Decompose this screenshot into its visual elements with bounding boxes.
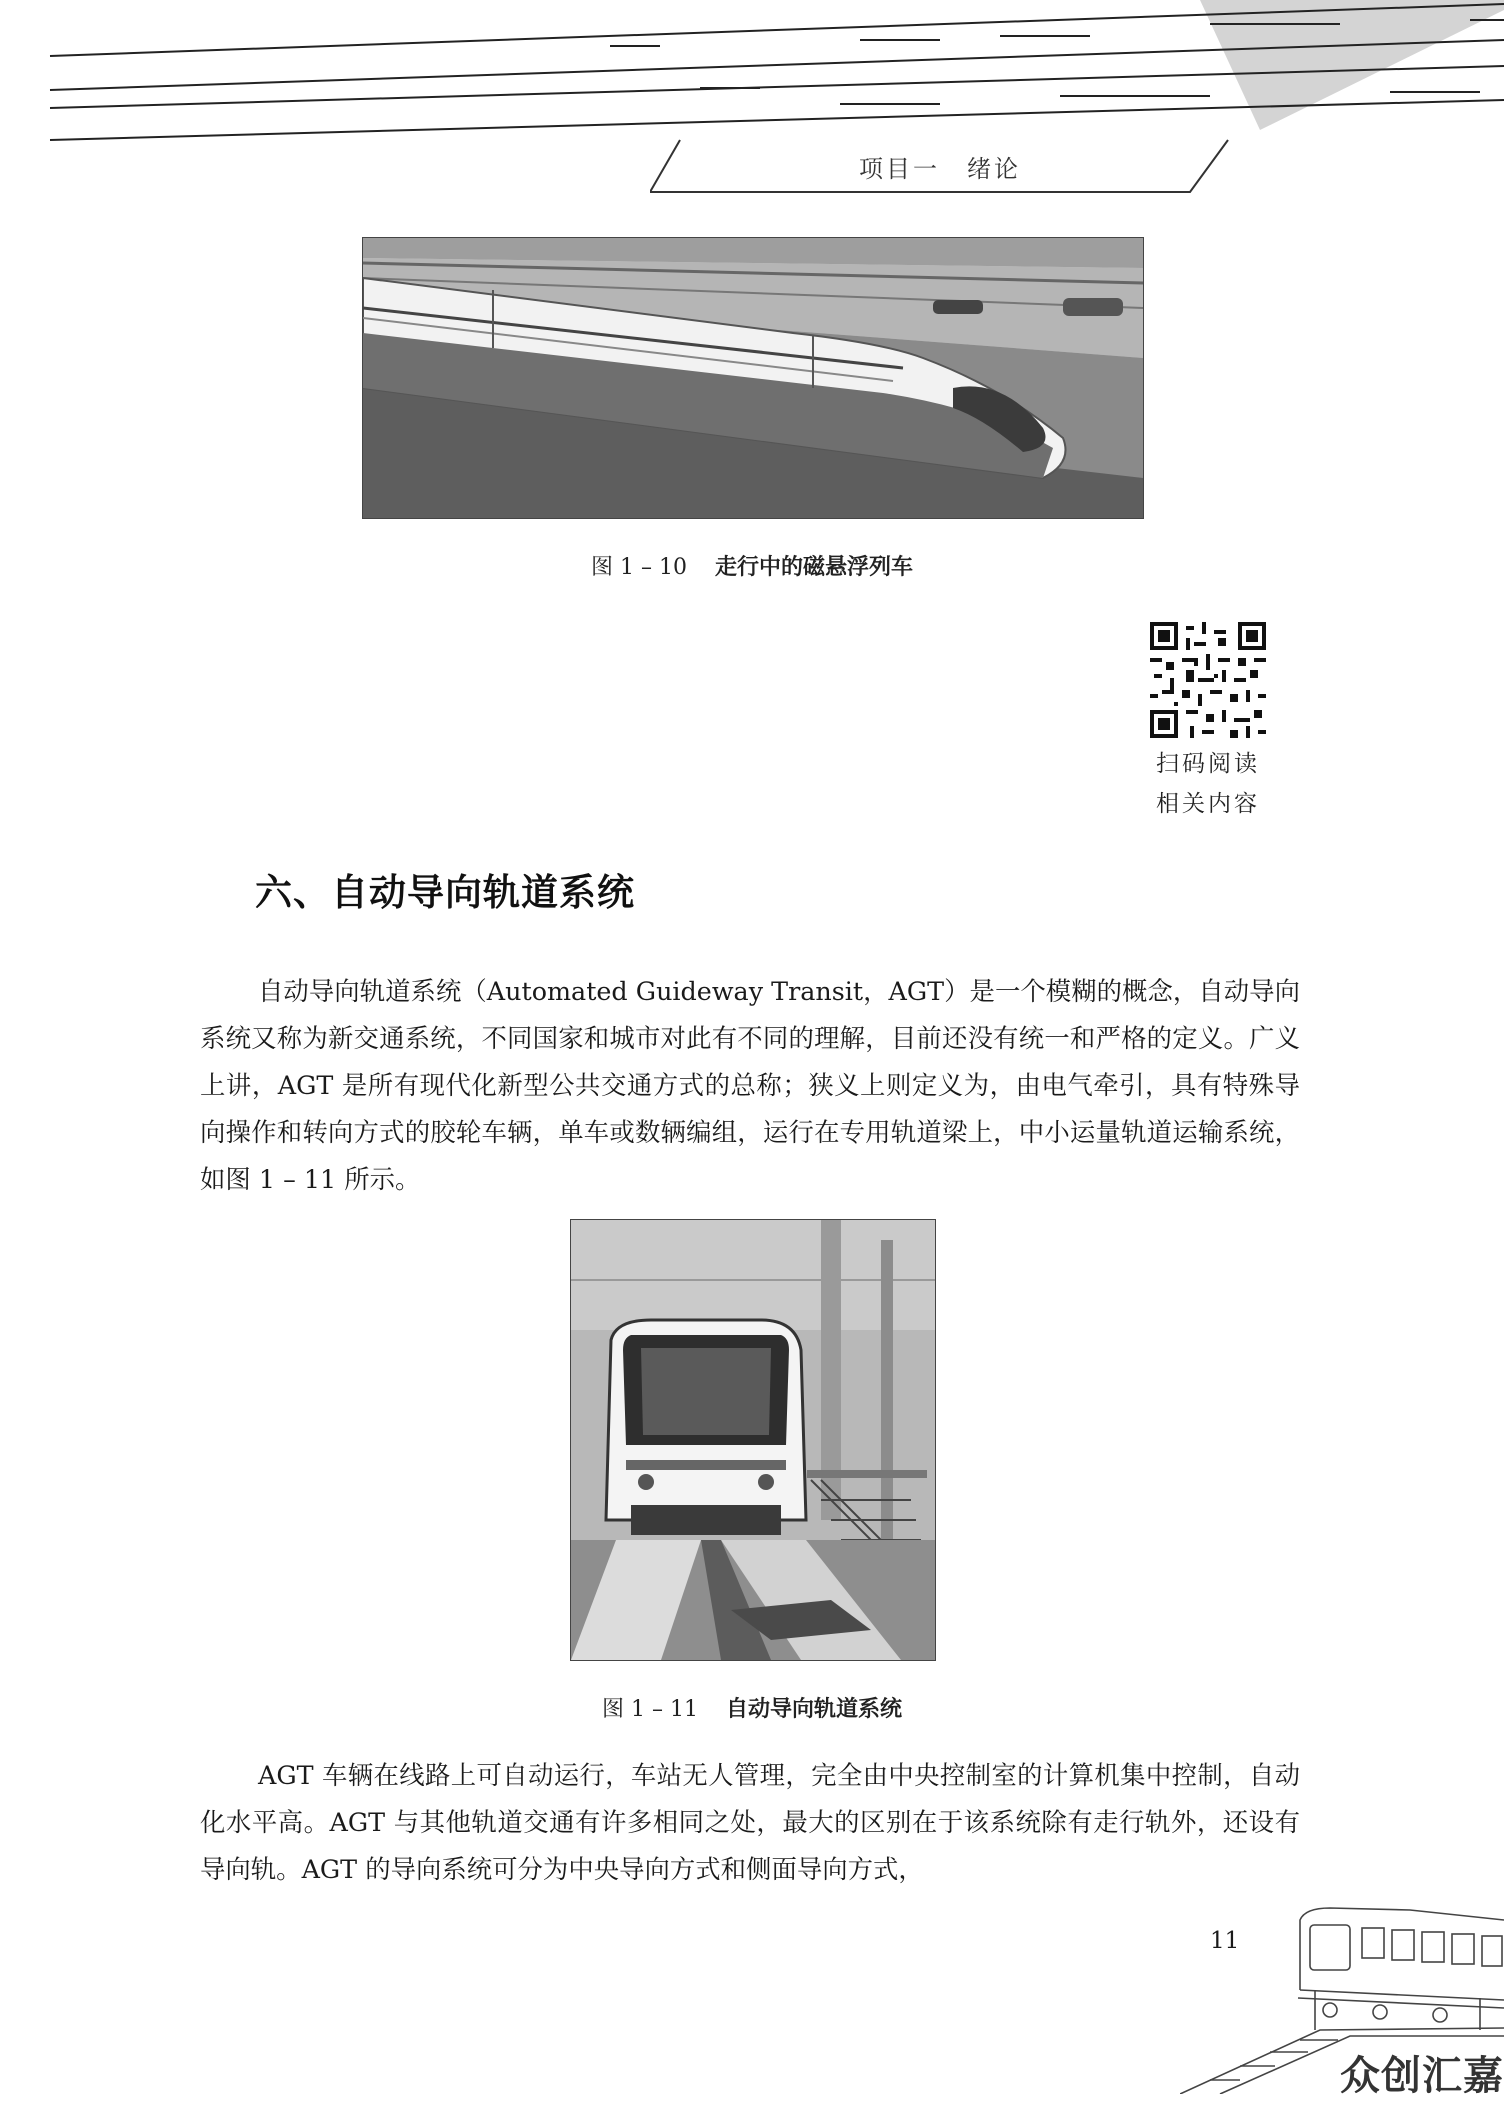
maglev-train-illustration: [363, 238, 1143, 518]
publisher-watermark: 众创汇嘉: [1340, 2053, 1504, 2099]
qr-code-icon[interactable]: [1150, 622, 1266, 738]
body-paragraph-2: AGT 车辆在线路上可自动运行，车站无人管理，完全由中央控制室的计算机集中控制，自动化水平高。AGT 与其他轨道交通有许多相同之处，最大的区别在于该系统除有走行轨外，还设有导向轨。AGT 的导向系统可分为中央导向方式和侧面导向方式，: [200, 1760, 1300, 1884]
figure-11-caption: [470, 1692, 1034, 1723]
page-number: 11: [1210, 1928, 1240, 1954]
chapter-tag: 项目一 绪论: [859, 154, 1021, 183]
figure-agt-photo: [570, 1219, 936, 1661]
agt-vehicle-illustration: [571, 1220, 935, 1660]
figure-10-title: 走行中的磁悬浮列车: [714, 555, 913, 580]
qr-label-line1: 扫码阅读: [1156, 751, 1260, 777]
header-decoration: [0, 0, 1504, 150]
body-paragraph-1: 自动导向轨道系统（Automated Guideway Transit，AGT）是一个模糊的概念，自动导向系统又称为新交通系统，不同国家和城市对此有不同的理解，目前还没有统一和严格的定义。广义上讲，AGT 是所有现代化新型公共交通方式的总称；狭义上则定义为，由电气牵引，具有特殊导向操作和转向方式的胶轮车辆，单车或数辆编组，运行在专用轨道梁上，中小运量轨道运输系统，如图 1 – 11 所示。: [200, 976, 1300, 1194]
figure-10-caption: [362, 550, 1142, 581]
figure-11-title: 自动导向轨道系统: [725, 1697, 902, 1722]
figure-maglev-photo: [362, 237, 1144, 519]
qr-label-line2: 相关内容: [1156, 791, 1260, 817]
figure-11-number: 图 1 – 11: [602, 1697, 698, 1722]
figure-10-number: 图 1 – 10: [591, 555, 687, 580]
section-heading: 六、自动导向轨道系统: [255, 871, 635, 914]
